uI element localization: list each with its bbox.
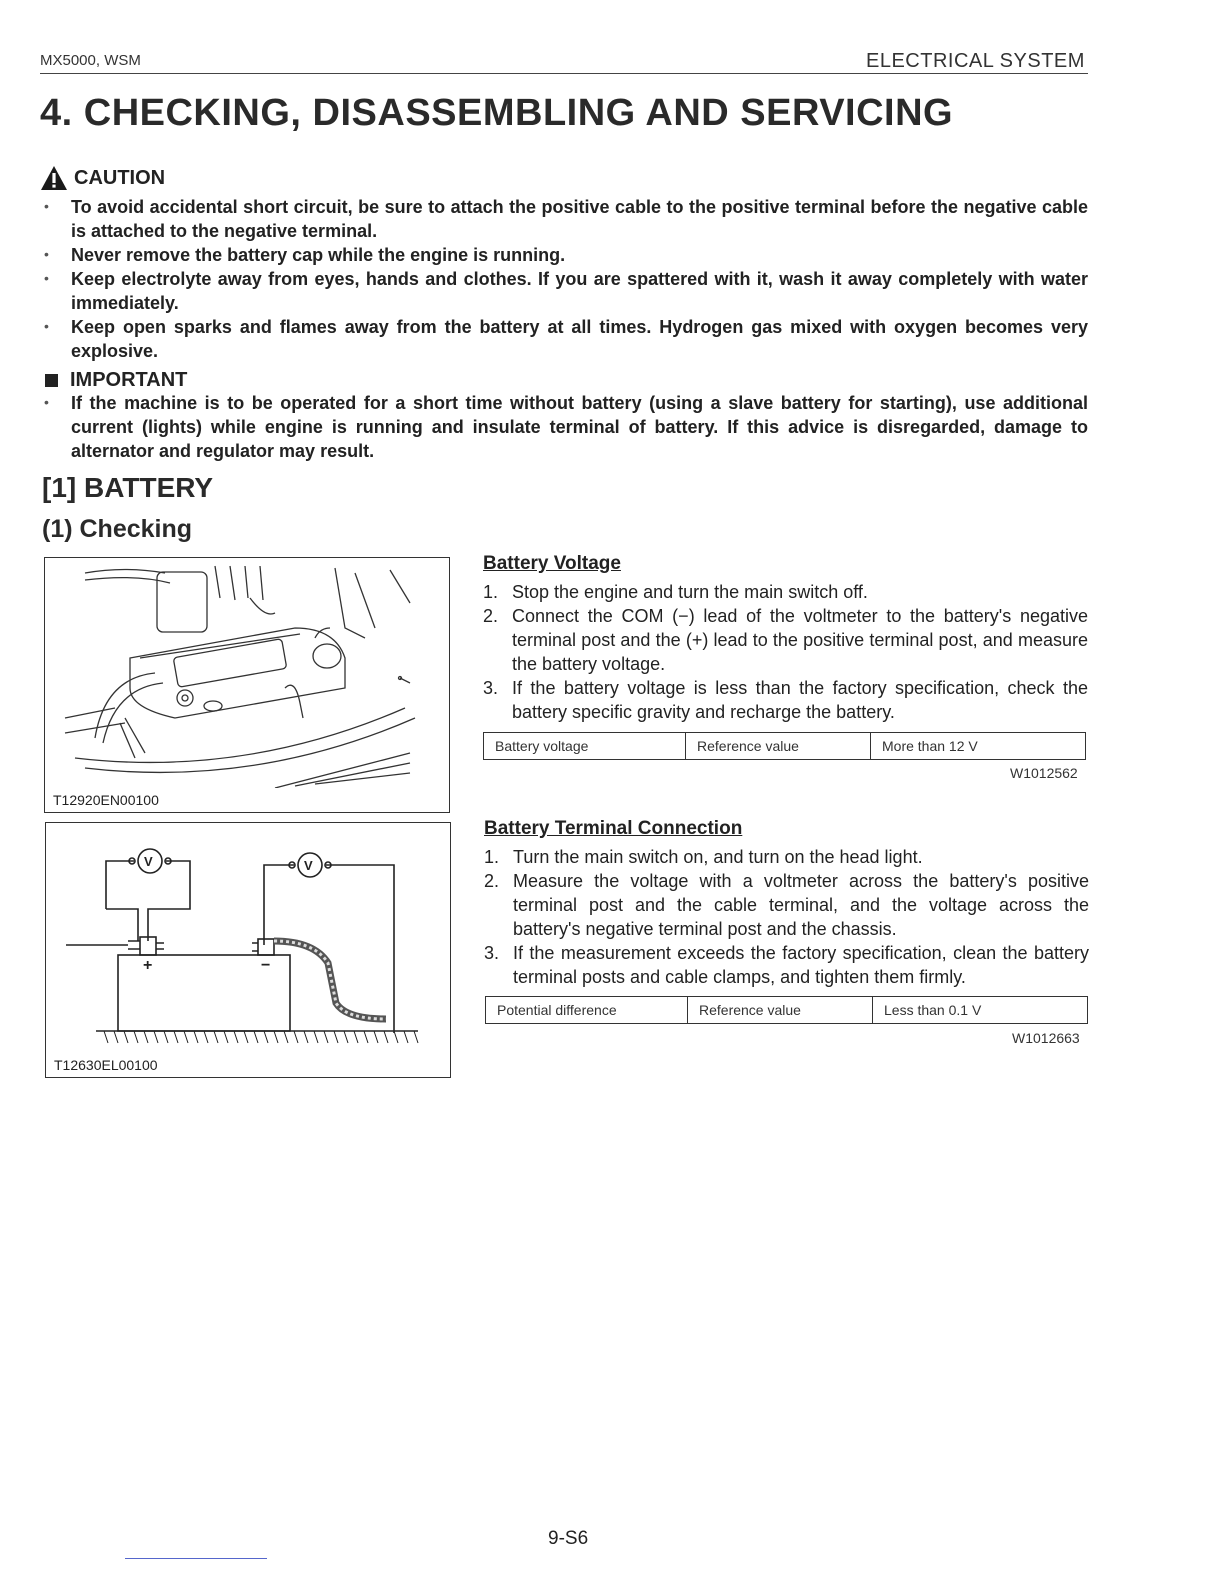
caution-item: To avoid accidental short circuit, be sure to attach the positive cable to the positive terminal before the negative cable is attached to the negative terminal. [71,197,1088,241]
warning-triangle-icon [40,165,68,191]
figure-caption: T12630EL00100 [54,1057,158,1073]
caution-heading [40,163,165,193]
footer-rule [125,1558,267,1559]
terminal-connection-heading: Battery Terminal Connection [484,818,743,839]
terminal-schematic-drawing [46,823,450,1053]
important-heading [45,369,187,392]
voltmeter-label: V [304,858,313,873]
table-row [486,997,1088,1024]
negative-terminal-label: − [261,957,271,974]
list-item [484,869,1089,941]
list-item [484,845,1089,869]
battery-installation-drawing [45,558,449,788]
battery-voltage-spec-table [483,732,1086,760]
battery-voltage-heading: Battery Voltage [483,553,621,574]
spec-label: Reference value [688,997,873,1024]
section-heading: [1] BATTERY [42,472,214,503]
step-number: 3. [483,678,499,698]
caution-item: Keep electrolyte away from eyes, hands and clothes. If you are spattered with it, wash it away completely with water immediately. [71,269,1088,313]
voltmeter-label: V [144,854,153,869]
list-item [483,676,1088,724]
step-number: 1. [483,582,499,602]
step-number: 2. [484,871,500,891]
reference-code: W1012562 [1010,765,1078,781]
step-text: Turn the main switch on, and turn on the head light. [513,847,923,867]
step-number: 1. [484,847,500,867]
caution-item: Keep open sparks and flames away from the battery at all times. Hydrogen gas mixed with oxygen becomes very explosive. [71,317,1088,361]
header-rule [40,73,1088,74]
list-item [483,604,1088,676]
terminal-connection-spec-table [485,996,1088,1024]
bullet: • [44,270,49,286]
spec-item: Battery voltage [484,733,686,760]
step-text: If the battery voltage is less than the factory specification, check the battery specific gravity and recharge the battery. [512,678,1088,722]
table-row [484,733,1086,760]
subsection-heading: (1) Checking [42,515,193,543]
figure-caption: T12920EN00100 [53,792,159,808]
step-text: Measure the voltage with a voltmeter across the battery's positive terminal post and the cable terminal, and the voltage across the battery's negative terminal post and the chassis. [513,871,1089,939]
important-item: If the machine is to be operated for a short time without battery (using a slave battery for starting), use additional current (lights) while engine is running and insulate terminal of battery. If this advice is disregarded, damage to alternator and regulator may result. [71,393,1088,461]
spec-value: Less than 0.1 V [873,997,1088,1024]
step-text: Connect the COM (−) lead of the voltmeter to the battery's negative terminal post and the (+) lead to the positive terminal post, and measure the battery voltage. [512,606,1088,674]
page-title: 4. CHECKING, DISASSEMBLING AND SERVICING [40,92,954,134]
spec-value: More than 12 V [871,733,1086,760]
figure-battery-installation [44,557,450,813]
bullet: • [44,394,49,410]
bullet: • [44,318,49,334]
bullet: • [44,198,49,214]
header-chapter: ELECTRICAL SYSTEM [866,50,1085,72]
list-item [483,580,1088,604]
step-text: Stop the engine and turn the main switch off. [512,582,868,602]
step-text: If the measurement exceeds the factory specification, clean the battery terminal posts and cable clamps, and tighten them firmly. [513,943,1089,987]
caution-label: CAUTION [74,166,166,189]
spec-label: Reference value [686,733,871,760]
important-label: IMPORTANT [70,369,188,391]
figure-terminal-schematic [45,822,451,1078]
square-bullet-icon [45,374,58,387]
step-number: 2. [483,606,499,626]
spec-item: Potential difference [486,997,688,1024]
bullet: • [44,246,49,262]
header-model: MX5000, WSM [40,52,141,69]
page-number: 9-S6 [548,1528,589,1549]
list-item [484,941,1089,989]
reference-code: W1012663 [1012,1030,1080,1046]
step-number: 3. [484,943,500,963]
positive-terminal-label: + [143,957,153,974]
caution-item: Never remove the battery cap while the engine is running. [71,245,566,265]
